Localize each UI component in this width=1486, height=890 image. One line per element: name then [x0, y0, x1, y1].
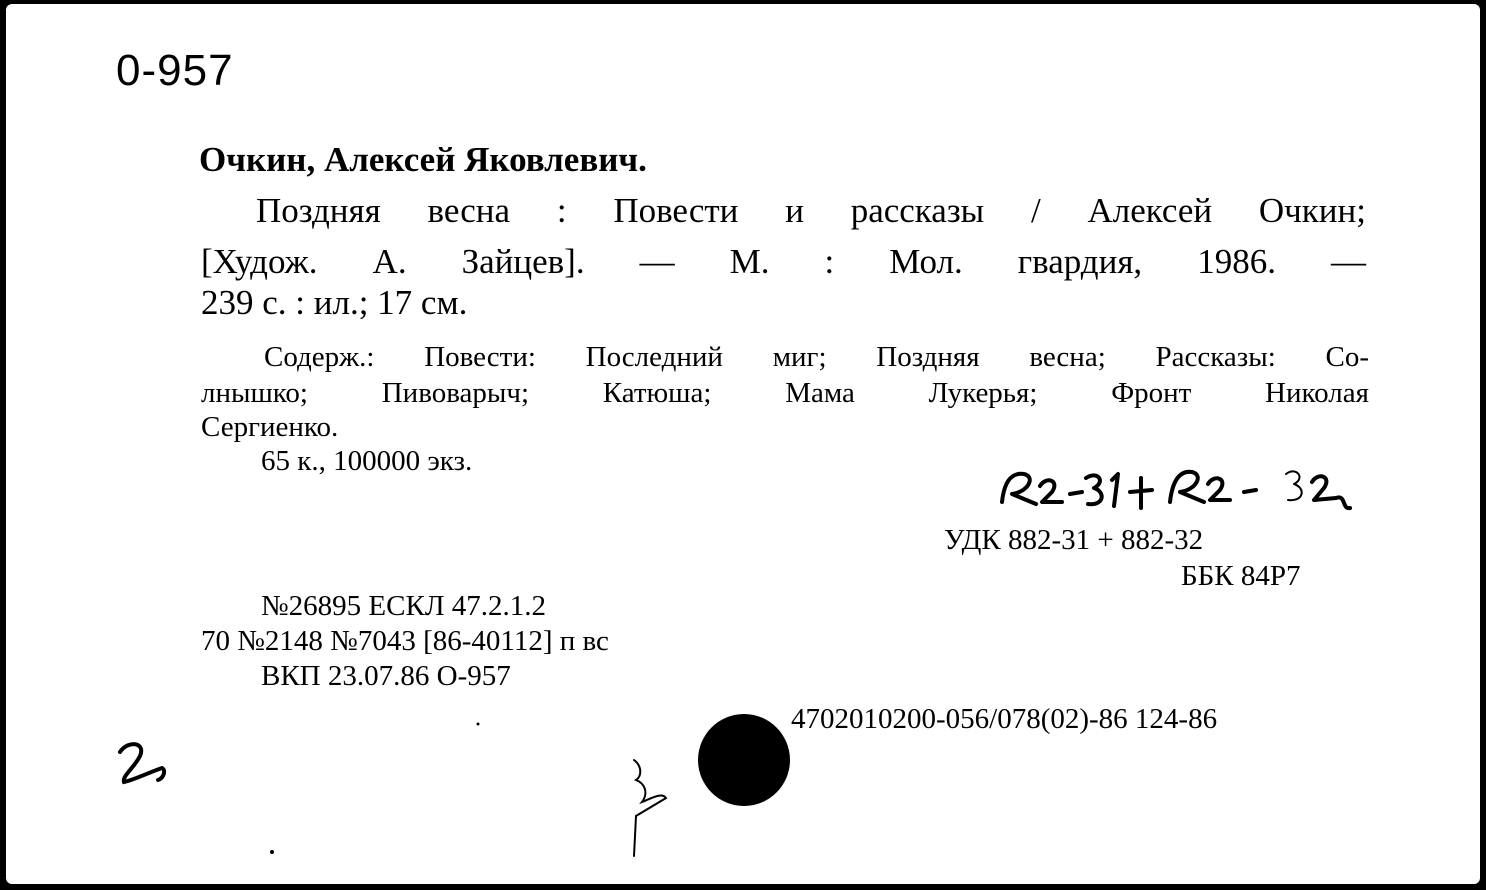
word: Катюша; — [602, 377, 712, 409]
word: гвардия, — [1017, 242, 1143, 281]
catalog-card — [6, 4, 1480, 884]
word: [Худож. — [201, 242, 318, 281]
isbn-code: 4702010200-056/078(02)-86 124-86 — [791, 703, 1218, 735]
word: : — [824, 242, 835, 281]
word: Содерж.: — [264, 341, 375, 373]
word: Фронт — [1111, 377, 1192, 409]
bbk-code: ББК 84Р7 — [1181, 560, 1301, 592]
word: Со- — [1325, 341, 1369, 373]
word: — — [639, 242, 675, 281]
word: и — [785, 191, 804, 230]
word: А. — [372, 242, 407, 281]
specks — [270, 850, 274, 854]
word: Зайцев]. — [461, 242, 585, 281]
accession-line: ВКП 23.07.86 О-957 — [261, 660, 511, 692]
word: Рассказы: — [1155, 341, 1276, 373]
word: Алексей — [1087, 191, 1213, 230]
author-heading: Очкин, Алексей Яковлевич. — [199, 140, 647, 179]
word: Поздняя — [876, 341, 980, 373]
word: Мама — [785, 377, 855, 409]
word: Мол. — [889, 242, 963, 281]
word: Николая — [1265, 377, 1369, 409]
card-markings — [6, 4, 1480, 884]
udk-code: УДК 882-31 + 882-32 — [944, 524, 1204, 556]
pencil-mark — [634, 760, 666, 856]
word: М. — [729, 242, 770, 281]
word: рассказы — [850, 191, 985, 230]
word: — — [1330, 242, 1366, 281]
word: лнышко; — [201, 377, 308, 409]
word: Очкин; — [1258, 191, 1366, 230]
word: Повести — [613, 191, 739, 230]
accession-line: №26895 ЕСКЛ 47.2.1.2 — [261, 590, 546, 622]
word: Последний — [585, 341, 723, 373]
card-punch-hole — [698, 714, 790, 806]
price-print-run: 65 к., 100000 экз. — [261, 445, 473, 477]
word: 1986. — [1197, 242, 1276, 281]
word: миг; — [772, 341, 827, 373]
word: Поздняя — [256, 191, 381, 230]
handwritten-annotation — [1002, 471, 1350, 508]
word: / — [1030, 191, 1041, 230]
word: весна — [427, 191, 511, 230]
word: весна; — [1029, 341, 1106, 373]
call-number: 0-957 — [116, 46, 234, 95]
word: Лукерья; — [928, 377, 1038, 409]
description-line: 239 с. : ил.; 17 см. — [201, 283, 468, 322]
word: : — [556, 191, 567, 230]
speck — [477, 723, 480, 726]
contents-line: Сергиенко. — [201, 411, 339, 443]
word: Пивоварыч; — [381, 377, 529, 409]
handwritten-corner-mark — [120, 744, 164, 782]
word: Повести: — [424, 341, 536, 373]
accession-line: 70 №2148 №7043 [86-40112] п вс — [201, 625, 609, 657]
